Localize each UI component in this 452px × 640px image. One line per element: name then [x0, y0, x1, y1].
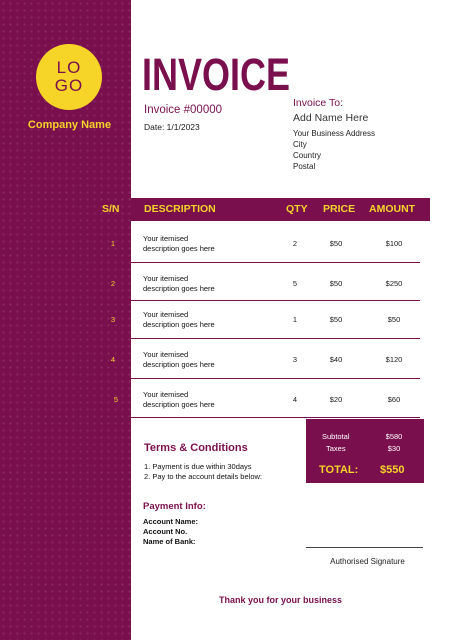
header-sn: S/N: [102, 203, 120, 215]
subtotal-label: Subtotal: [322, 432, 350, 441]
row-price: $40: [329, 355, 343, 364]
row-sn: 3: [110, 315, 116, 324]
row-desc-line2: description goes here: [143, 244, 215, 253]
row-desc-line1: Your itemised: [143, 310, 189, 319]
row-desc-line2: description goes here: [143, 284, 215, 293]
taxes-label: Taxes: [326, 444, 346, 453]
row-divider: [131, 417, 420, 418]
bill-to-address: Your Business Address: [293, 129, 375, 138]
row-desc-line1: Your itemised: [143, 234, 189, 243]
row-sn: 5: [113, 395, 119, 404]
row-desc-line2: description goes here: [143, 320, 215, 329]
row-qty: 2: [292, 239, 298, 248]
account-name: Account Name:: [143, 517, 199, 526]
row-qty: 1: [292, 315, 298, 324]
taxes-value: $30: [387, 444, 401, 453]
row-divider: [131, 338, 420, 339]
invoice-number: Invoice #00000: [144, 104, 223, 116]
total-label: TOTAL:: [319, 464, 359, 476]
invoice-title: INVOICE: [142, 49, 291, 100]
row-amount: $100: [385, 239, 403, 248]
row-description: [143, 350, 253, 370]
subtotal-value: $580: [385, 432, 403, 441]
row-desc-line2: description goes here: [143, 400, 215, 409]
row-divider: [131, 300, 420, 301]
row-sn: 2: [110, 279, 116, 288]
row-amount: $60: [387, 395, 401, 404]
row-desc-line1: Your itemised: [143, 350, 189, 359]
bill-to-label: Invoice To:: [293, 97, 344, 109]
invoice-date: Date: 1/1/2023: [144, 122, 200, 132]
bank-name: Name of Bank:: [143, 537, 196, 546]
logo-text-top: LO: [56, 58, 82, 77]
row-description: [143, 274, 253, 294]
row-price: $20: [329, 395, 343, 404]
total-value: $550: [380, 464, 405, 476]
term-item: 1. Payment is due within 30days: [144, 462, 252, 471]
header-amount: AMOUNT: [369, 203, 416, 215]
row-sn: 4: [110, 355, 116, 364]
company-name: Company Name: [27, 119, 112, 131]
row-desc-line1: Your itemised: [143, 390, 189, 399]
logo-text-bottom: GO: [54, 76, 84, 95]
header-price: PRICE: [323, 203, 356, 215]
payment-info-title: Payment Info:: [143, 501, 206, 512]
account-number: Account No.: [143, 527, 188, 536]
logo: [36, 44, 102, 110]
row-qty: 3: [292, 355, 298, 364]
row-description: [143, 234, 253, 254]
term-item: 2. Pay to the account details below:: [144, 472, 262, 481]
row-price: $50: [329, 315, 343, 324]
row-sn: 1: [110, 239, 116, 248]
bill-to-country: Country: [293, 151, 322, 160]
bill-to-name: Add Name Here: [293, 112, 369, 124]
row-qty: 5: [292, 279, 298, 288]
row-description: [143, 310, 253, 330]
row-price: $50: [329, 239, 343, 248]
row-desc-line1: Your itemised: [143, 274, 189, 283]
header-description: DESCRIPTION: [144, 203, 216, 215]
row-divider: [131, 378, 420, 379]
row-qty: 4: [292, 395, 298, 404]
row-description: [143, 390, 253, 410]
signature-label: Authorised Signature: [330, 557, 405, 566]
bill-to-postal: Postal: [293, 162, 316, 171]
header-qty: QTY: [286, 203, 308, 215]
row-amount: $50: [387, 315, 401, 324]
bill-to-city: City: [293, 140, 307, 149]
terms-title: Terms & Conditions: [144, 442, 248, 454]
row-desc-line2: description goes here: [143, 360, 215, 369]
thank-you-note: Thank you for your business: [218, 595, 343, 605]
row-amount: $250: [385, 279, 403, 288]
row-divider: [131, 262, 420, 263]
signature-line: [306, 547, 423, 548]
row-price: $50: [329, 279, 343, 288]
row-amount: $120: [385, 355, 403, 364]
